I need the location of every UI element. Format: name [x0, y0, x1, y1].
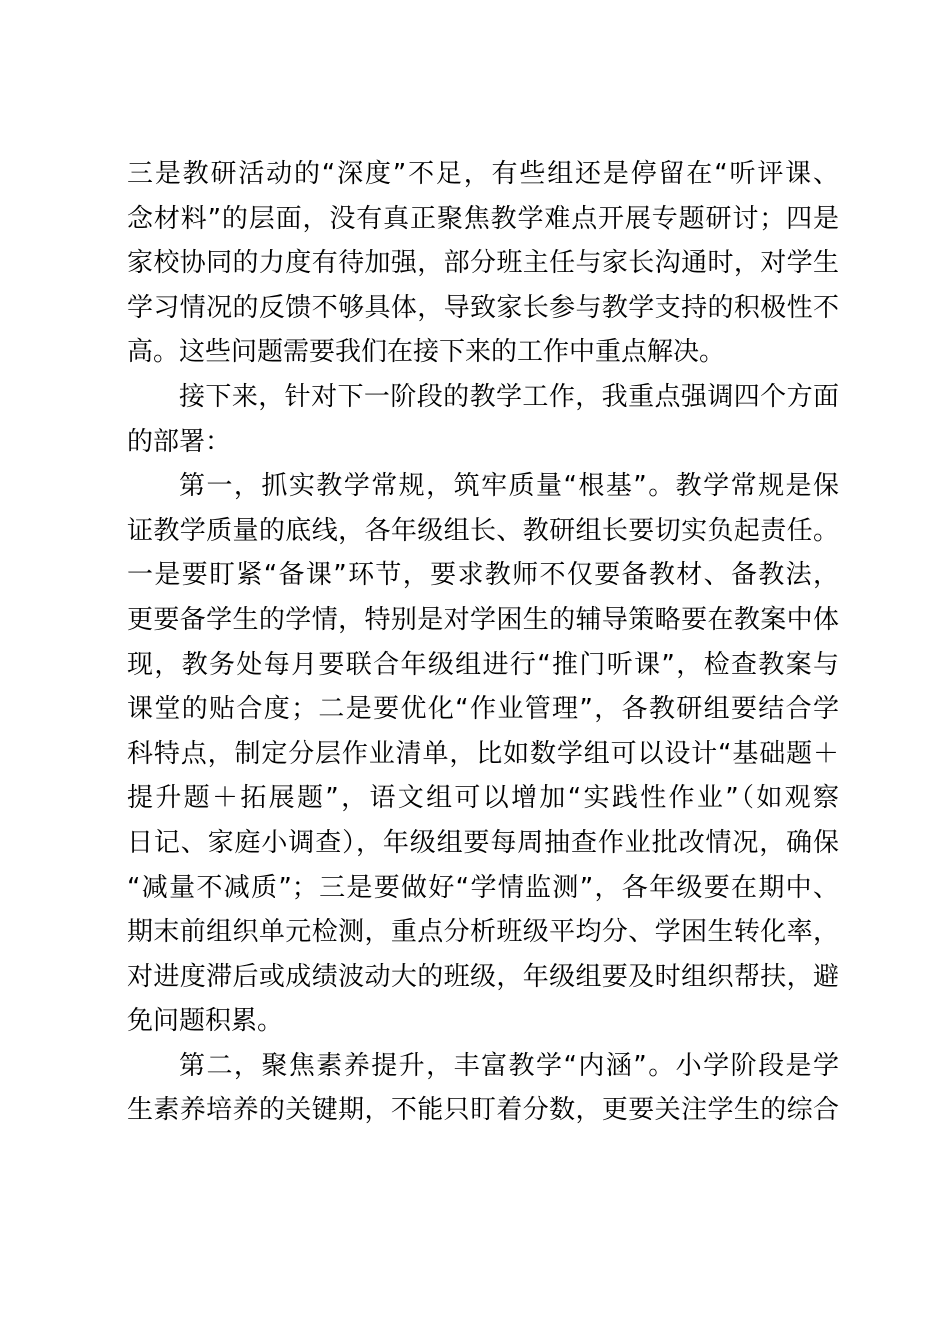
text-line: 第二，聚焦素养提升，丰富教学“内涵”。小学阶段是学 [179, 1050, 839, 1081]
text-line: 的部署： [127, 426, 232, 457]
text-line: 接下来，针对下一阶段的教学工作，我重点强调四个方面 [179, 381, 839, 412]
text-line: 家校协同的力度有待加强，部分班主任与家长沟通时，对学生 [127, 248, 839, 279]
text-line: 期末前组织单元检测，重点分析班级平均分、学困生转化率， [127, 917, 839, 948]
text-line: 对进度滞后或成绩波动大的班级，年级组要及时组织帮扶，避 [127, 961, 839, 992]
text-line: 学习情况的反馈不够具体，导致家长参与教学支持的积极性不 [127, 292, 839, 323]
text-line: 现，教务处每月要联合年级组进行“推门听课”，检查教案与 [127, 649, 839, 680]
text-line: 提升题＋拓展题”，语文组可以增加“实践性作业”（如观察 [127, 783, 839, 814]
text-line: 高。这些问题需要我们在接下来的工作中重点解决。 [127, 337, 726, 368]
text-line: 更要备学生的学情，特别是对学困生的辅导策略要在教案中体 [127, 604, 839, 635]
text-line: 三是教研活动的“深度”不足，有些组还是停留在“听评课、 [127, 159, 839, 189]
document-body [127, 152, 839, 1133]
text-line: 日记、家庭小调查），年级组要每周抽查作业批改情况，确保 [127, 827, 839, 858]
text-line: 证教学质量的底线，各年级组长、教研组长要切实负起责任。 [127, 515, 839, 546]
text-line: 生素养培养的关键期，不能只盯着分数，更要关注学生的综合 [127, 1095, 839, 1126]
text-line: 一是要盯紧“备课”环节，要求教师不仅要备教材、备教法， [127, 560, 839, 591]
text-line: 第一，抓实教学常规，筑牢质量“根基”。教学常规是保 [179, 471, 839, 502]
text-line: “减量不减质”；三是要做好“学情监测”，各年级要在期中、 [127, 872, 839, 903]
text-line: 科特点，制定分层作业清单，比如数学组可以设计“基础题＋ [127, 738, 839, 769]
text-line: 课堂的贴合度；二是要优化“作业管理”，各教研组要结合学 [127, 694, 839, 725]
text-line: 免问题积累。 [127, 1006, 284, 1037]
text-line: 念材料”的层面，没有真正聚焦教学难点开展专题研讨；四是 [127, 203, 839, 234]
